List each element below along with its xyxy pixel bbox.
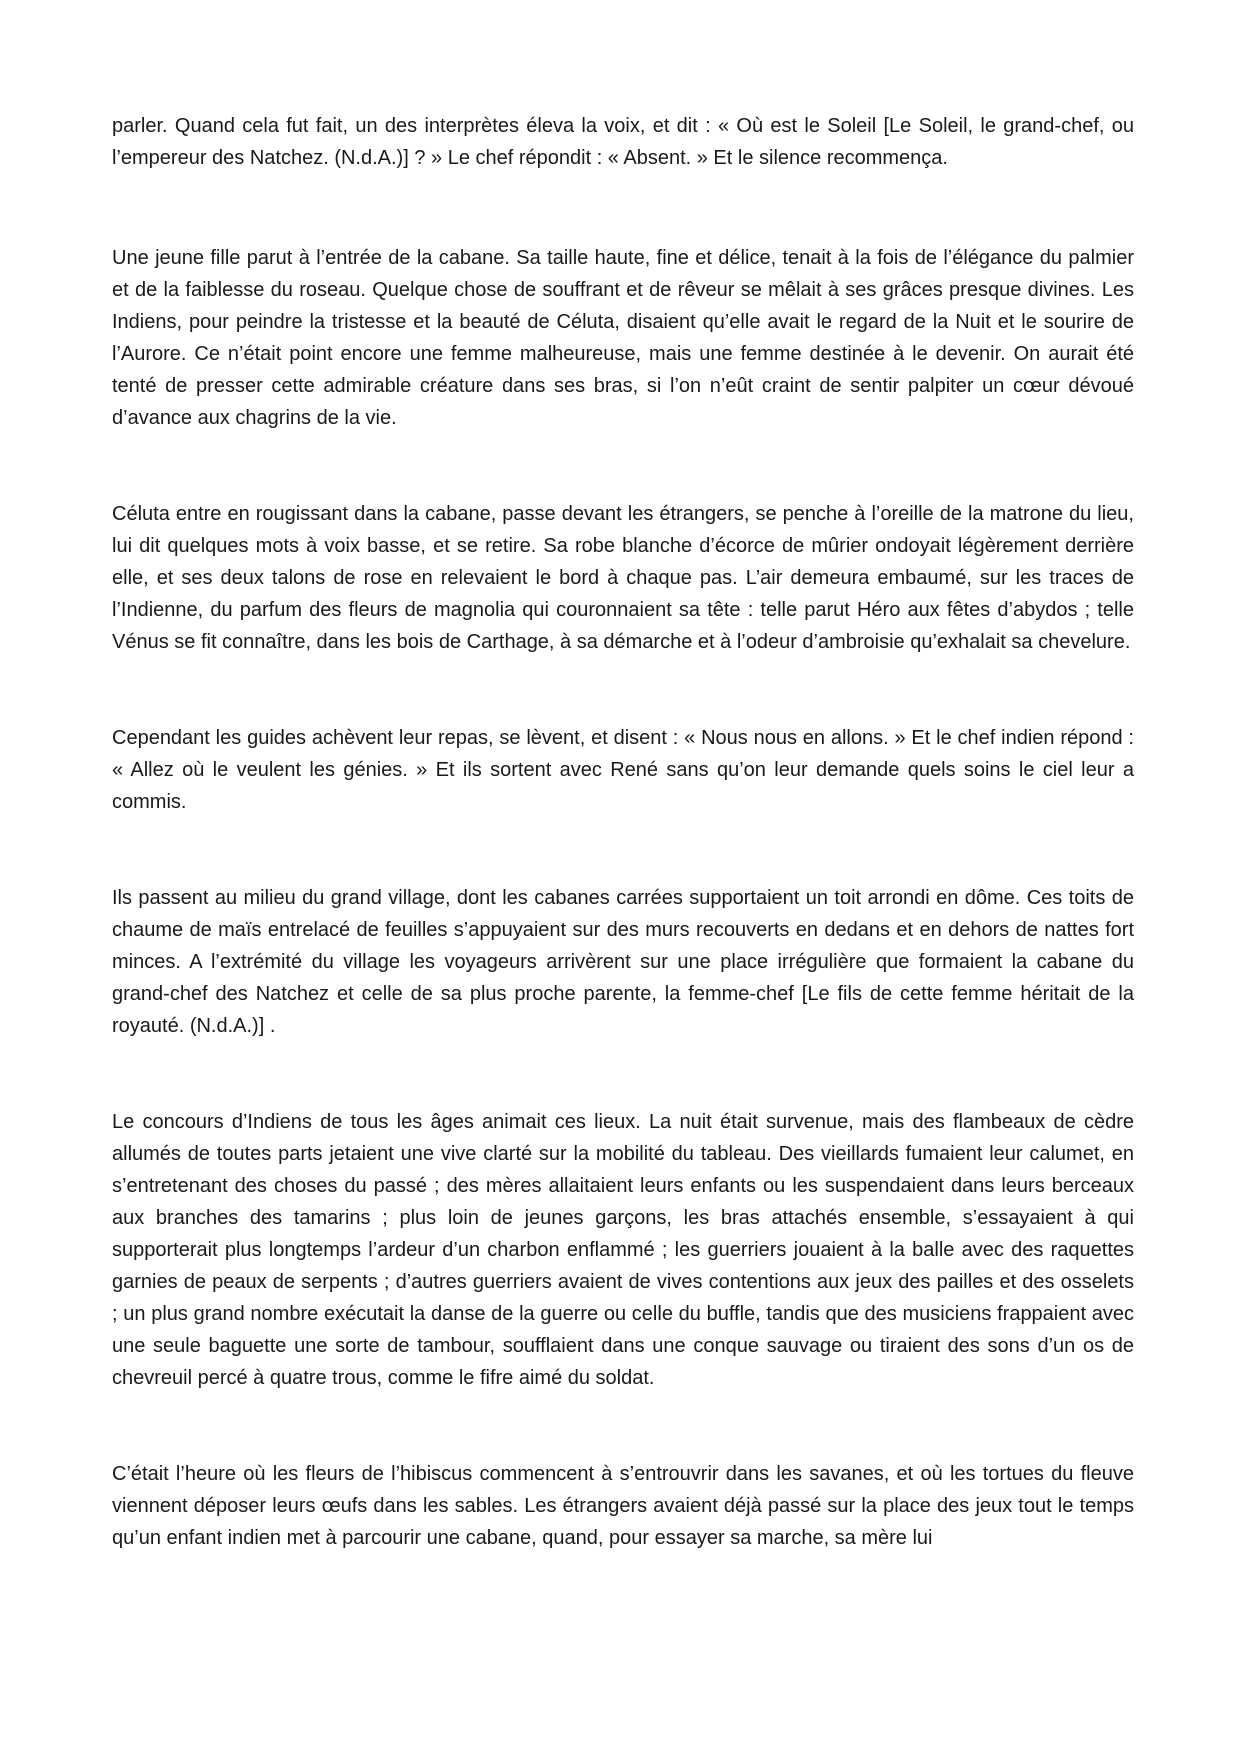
paragraph-6: Le concours d’Indiens de tous les âges animait ces lieux. La nuit était survenue, mais des flambeaux de cèdre allumés de toutes parts jetaient une vive clarté sur la mobilité du tableau. Des vieillards fumaient leur calumet, en s’entretenant des choses du passé ; des mères allaitaient leurs enfants ou les suspendaient dans leurs berceaux aux branches des tamarins ; plus loin de jeunes garçons, les bras attachés ensemble, s’essayaient à qui supporterait plus longtemps l’ardeur d’un charbon enflammé ; les guerriers jouaient à la balle avec des raquettes garnies de peaux de serpents ; d’autres guerriers avaient de vives contentions aux jeux des pailles et des osselets ; un plus grand nombre exécutait la danse de la guerre ou celle du buffle, tandis que des musiciens frappaient avec une seule baguette une sorte de tambour, soufflaient dans une conque sauvage ou tiraient des sons d’un os de chevreuil percé à quatre trous, comme le fifre aimé du soldat.	[112, 1111, 1134, 1389]
paragraph-3: Céluta entre en rougissant dans la cabane, passe devant les étrangers, se penche à l’oreille de la matrone du lieu, lui dit quelques mots à voix basse, et se retire. Sa robe blanche d’écorce de mûrier ondoyait légèrement derrière elle, et ses deux talons de rose en relevaient le bord à chaque pas. L’air demeura embaumé, sur les traces de l’Indienne, du parfum des fleurs de magnolia qui couronnaient sa tête : telle parut Héro aux fêtes d’abydos ; telle Vénus se fit connaître, dans les bois de Carthage, à sa démarche et à l’odeur d’ambroisie qu’exhalait sa chevelure.	[112, 503, 1134, 653]
paragraph-1: parler. Quand cela fut fait, un des interprètes éleva la voix, et dit : « Où est le Soleil [Le Soleil, le grand-chef, ou l’empereur des Natchez. (N.d.A.)] ? » Le chef répondit : « Absent. » Et le silence recommença.	[112, 115, 1134, 169]
paragraph-5: Ils passent au milieu du grand village, dont les cabanes carrées supportaient un toit arrondi en dôme. Ces toits de chaume de maïs entrelacé de feuilles s’appuyaient sur des murs recouverts en dedans et en dehors de nattes fort minces. A l’extrémité du village les voyageurs arrivèrent sur une place irrégulière que formaient la cabane du grand-chef des Natchez et celle de sa plus proche parente, la femme-chef [Le fils de cette femme héritait de la royauté. (N.d.A.)] .	[112, 887, 1134, 1037]
paragraph-2: Une jeune fille parut à l’entrée de la cabane. Sa taille haute, fine et délice, tenait à la fois de l’élégance du palmier et de la faiblesse du roseau. Quelque chose de souffrant et de rêveur se mêlait à ses grâces presque divines. Les Indiens, pour peindre la tristesse et la beauté de Céluta, disaient qu’elle avait le regard de la Nuit et le sourire de l’Aurore. Ce n’était point encore une femme malheureuse, mais une femme destinée à le devenir. On aurait été tenté de presser cette admirable créature dans ses bras, si l’on n’eût craint de sentir palpiter un cœur dévoué d’avance aux chagrins de la vie.	[112, 247, 1134, 429]
document-page	[112, 110, 1134, 1618]
paragraph-7: C’était l’heure où les fleurs de l’hibiscus commencent à s’entrouvrir dans les savanes, et où les tortues du fleuve viennent déposer leurs œufs dans les sables. Les étrangers avaient déjà passé sur la place des jeux tout le temps qu’un enfant indien met à parcourir une cabane, quand, pour essayer sa marche, sa mère lui	[112, 1463, 1134, 1549]
paragraph-4: Cependant les guides achèvent leur repas, se lèvent, et disent : « Nous nous en allons. » Et le chef indien répond : « Allez où le veulent les génies. » Et ils sortent avec René sans qu’on leur demande quels soins le ciel leur a commis.	[112, 727, 1134, 813]
